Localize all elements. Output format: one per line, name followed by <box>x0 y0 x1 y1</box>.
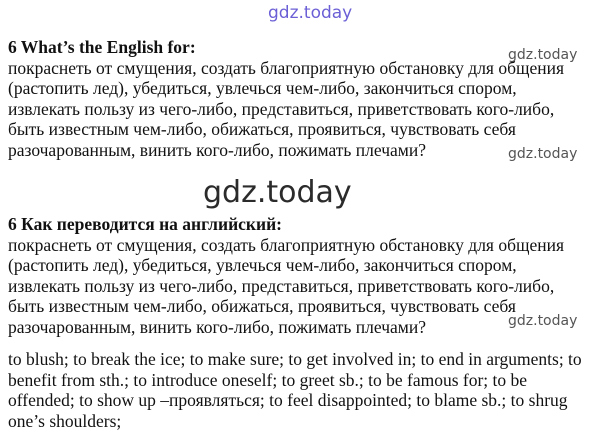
watermark-right-2: gdz.today <box>508 146 578 162</box>
exercise-phrase-list-russian: покраснеть от смущения, создать благоприятную обстановку для общения (растопить лед), убедиться, увлечься чем-либо, закончиться спором, извлекать пользу из чего-либо, представиться, приветствовать кого-либо, быть известным чем-либо, обижаться, проявиться, чувствовать себя разочарованным, винить кого-либо, пожимать плечами? <box>8 234 565 337</box>
exercise-heading-english: 6 What’s the English for: <box>8 37 196 57</box>
exercise-russian-section <box>8 214 608 337</box>
watermark-right-1: gdz.today <box>508 47 578 63</box>
watermark-center: gdz.today <box>203 175 352 210</box>
watermark-top: gdz.today <box>268 3 353 23</box>
exercise-phrase-list-english: покраснеть от смущения, создать благоприятную обстановку для общения (растопить лед), убедиться, увлечься чем-либо, закончиться спором, извлекать пользу из чего-либо, представиться, приветствовать кого-либо, быть известным чем-либо, обижаться, проявиться, чувствовать себя разочарованным, винить кого-либо, пожимать плечами? <box>8 57 565 160</box>
answer-text: to blush; to break the ice; to make sure; to get involved in; to end in arguments; to benefit from sth.; to introduce oneself; to greet sb.; to be famous for; to be offended; to show up –проявляться; to feel disappointed; to blame sb.; to shrug one’s shoulders; <box>8 349 582 431</box>
exercise-english-section <box>8 37 608 160</box>
watermark-right-3: gdz.today <box>508 313 578 329</box>
exercise-heading-russian: 6 Как переводится на английский: <box>8 214 283 234</box>
